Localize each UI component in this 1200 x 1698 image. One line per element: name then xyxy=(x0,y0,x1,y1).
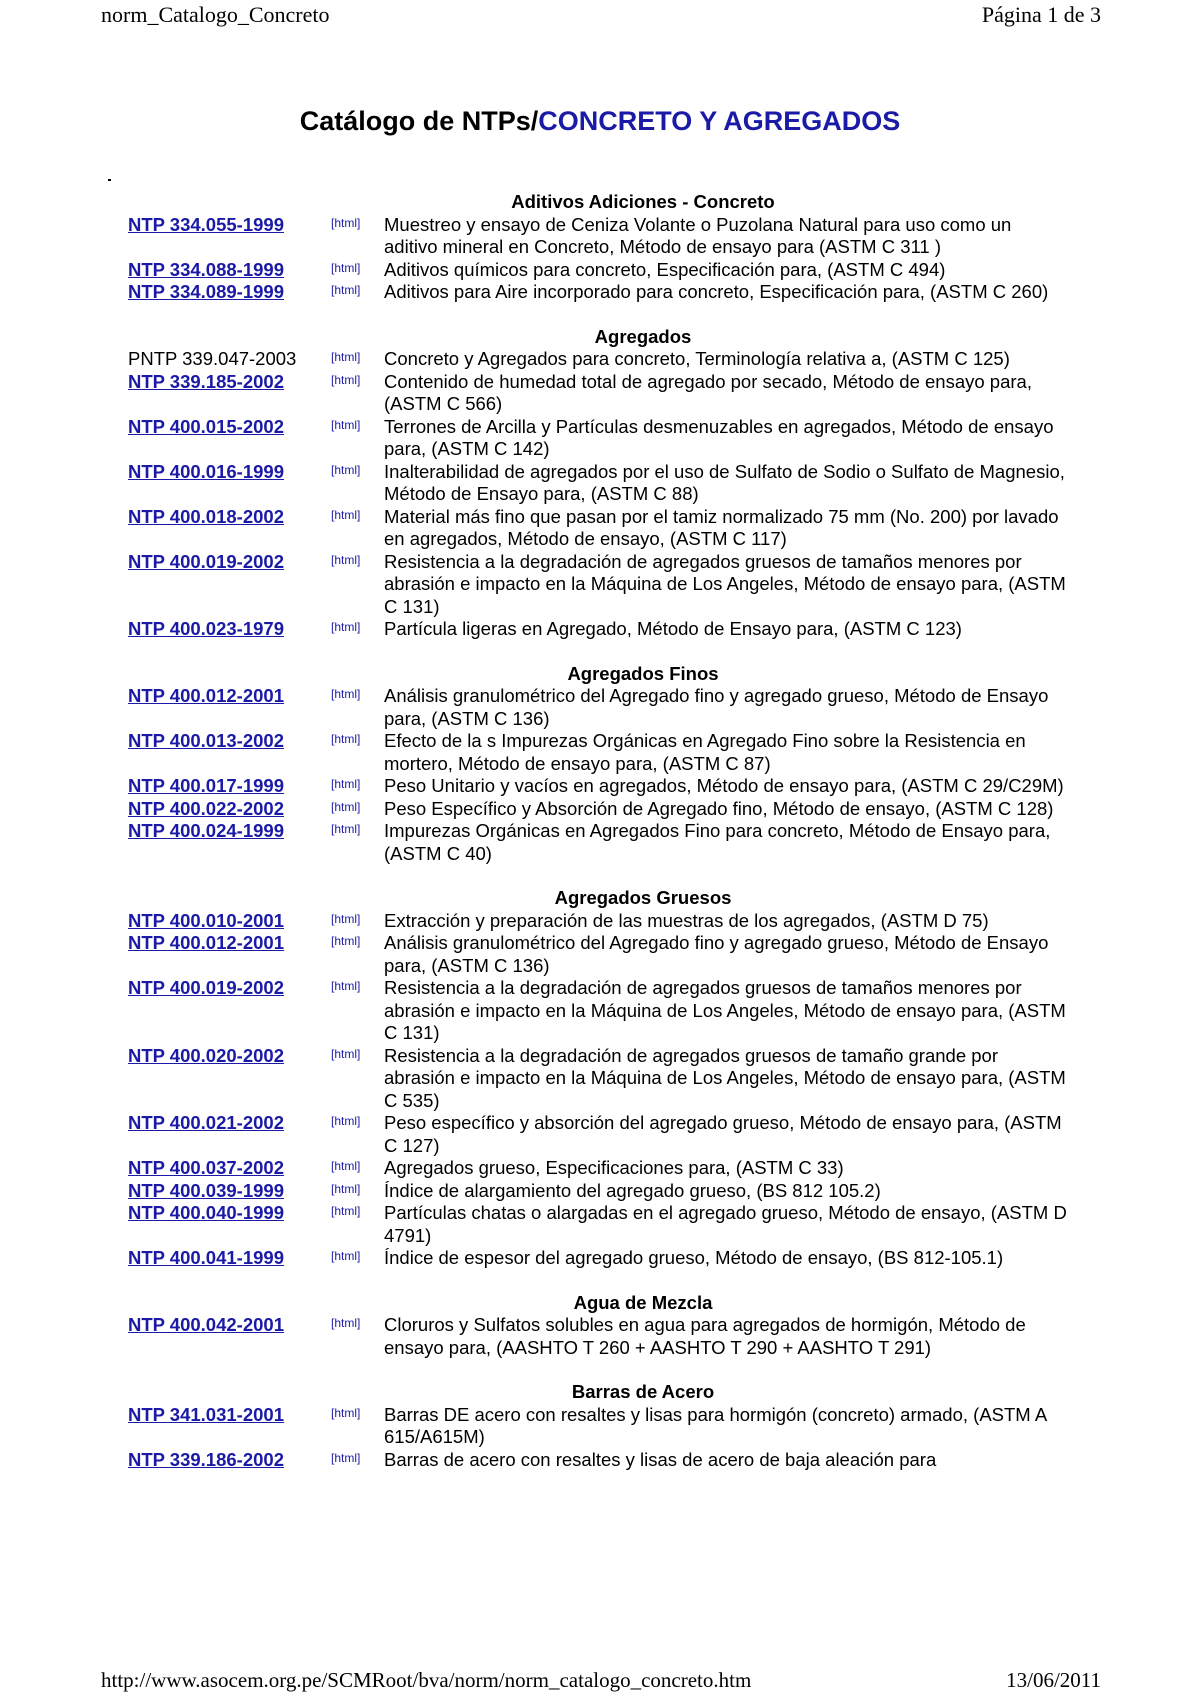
catalog-section xyxy=(128,663,1088,866)
ntp-description: Barras de acero con resaltes y lisas de acero de baja aleación para xyxy=(384,1448,937,1470)
ntp-code-link[interactable]: NTP 400.040-1999 xyxy=(128,1202,284,1223)
section-title: Agregados Gruesos xyxy=(554,887,732,908)
html-link[interactable]: [html] xyxy=(331,552,361,567)
ntp-description: Resistencia a la degradación de agregados gruesos de tamaños menores por abrasión e impacto en la Máquina de Los Angeles, Método de ensayo para, (ASTM C 131) xyxy=(384,550,1066,617)
ntp-description: Índice de alargamiento del agregado grueso, (BS 812 105.2) xyxy=(384,1179,881,1201)
catalog-row xyxy=(128,932,1088,977)
title-prefix: Catálogo de NTPs/ xyxy=(299,106,539,136)
html-link[interactable]: [html] xyxy=(331,260,361,275)
section-title: Agua de Mezcla xyxy=(573,1291,713,1313)
catalog-list xyxy=(128,191,1088,1493)
ntp-code-link[interactable]: NTP 400.042-2001 xyxy=(128,1314,284,1335)
ntp-code-link[interactable]: NTP 400.018-2002 xyxy=(128,505,284,527)
page-header-title: norm_Catalogo_Concreto xyxy=(101,2,330,27)
ntp-description: Barras DE acero con resaltes y lisas para hormigón (concreto) armado, (ASTM A 615/A615M) xyxy=(384,1403,1047,1447)
ntp-code-link[interactable]: NTP 400.023-1979 xyxy=(128,618,284,639)
ntp-code-link[interactable]: NTP 400.024-1999 xyxy=(128,820,284,841)
html-link[interactable]: [html] xyxy=(331,687,361,701)
catalog-row xyxy=(128,461,1088,506)
catalog-row xyxy=(128,551,1088,619)
ntp-code-link[interactable]: NTP 400.012-2001 xyxy=(128,932,284,953)
html-link[interactable]: [html] xyxy=(331,979,361,993)
catalog-section xyxy=(128,326,1088,641)
catalog-row xyxy=(128,214,1088,259)
html-link[interactable]: [html] xyxy=(331,1450,361,1465)
catalog-row xyxy=(128,1202,1088,1247)
catalog-row xyxy=(128,506,1088,551)
ntp-description: Peso Específico y Absorción de Agregado fino, Método de ensayo, (ASTM C 128) xyxy=(384,797,1054,819)
ntp-code-link[interactable]: NTP 339.186-2002 xyxy=(128,1448,284,1470)
title-accent: CONCRETO Y AGREGADOS xyxy=(538,106,901,136)
ntp-description: Cloruros y Sulfatos solubles en agua para agregados de hormigón, Método de ensayo para, (AASHTO T 260 + AASHTO T 290 + AASHTO T 291) xyxy=(384,1314,1026,1358)
ntp-description: Peso Unitario y vacíos en agregados, Método de ensayo para, (ASTM C 29/C29M) xyxy=(384,775,1064,796)
page-title xyxy=(0,106,1200,137)
section-title: Agregados xyxy=(594,325,692,347)
html-link[interactable]: [html] xyxy=(331,1046,361,1061)
catalog-section xyxy=(128,887,1088,1270)
html-link[interactable]: [html] xyxy=(331,934,361,948)
ntp-description: Terrones de Arcilla y Partículas desmenuzables en agregados, Método de ensayo para, (ASTM C 142) xyxy=(384,415,1054,459)
html-link[interactable]: [html] xyxy=(331,215,361,230)
html-link[interactable]: [html] xyxy=(331,1159,361,1173)
catalog-row xyxy=(128,685,1088,730)
catalog-row xyxy=(128,1247,1088,1270)
ntp-code-link[interactable]: NTP 334.055-1999 xyxy=(128,213,284,235)
ntp-code-link[interactable]: NTP 400.021-2002 xyxy=(128,1112,284,1133)
ntp-code-link[interactable]: NTP 400.017-1999 xyxy=(128,775,284,796)
print-date: 13/06/2011 xyxy=(1006,1668,1101,1692)
ntp-description: Concreto y Agregados para concreto, Terminología relativa a, (ASTM C 125) xyxy=(384,348,1010,369)
catalog-section xyxy=(128,191,1088,304)
ntp-description: Análisis granulométrico del Agregado fino y agregado grueso, Método de Ensayo para, (ASTM C 136) xyxy=(384,932,1049,976)
ntp-code-link[interactable]: NTP 334.089-1999 xyxy=(128,281,284,302)
catalog-row xyxy=(128,1180,1088,1203)
ntp-description: Extracción y preparación de las muestras de los agregados, (ASTM D 75) xyxy=(384,909,989,931)
ntp-description: Agregados grueso, Especificaciones para, (ASTM C 33) xyxy=(384,1157,844,1178)
ntp-code-link[interactable]: NTP 400.012-2001 xyxy=(128,685,284,706)
stray-dot xyxy=(108,179,111,181)
html-link[interactable]: [html] xyxy=(331,732,361,746)
ntp-code-link[interactable]: NTP 400.016-1999 xyxy=(128,460,284,482)
page-number: Página 1 de 3 xyxy=(981,2,1101,27)
html-link[interactable]: [html] xyxy=(331,620,361,634)
catalog-row xyxy=(128,1449,1088,1472)
ntp-description: Resistencia a la degradación de agregados gruesos de tamaño grande por abrasión e impacto en la Máquina de Los Angeles, Método de ensayo para, (ASTM C 535) xyxy=(384,1044,1066,1111)
catalog-row xyxy=(128,618,1088,641)
ntp-description: Impurezas Orgánicas en Agregados Fino para concreto, Método de Ensayo para, (ASTM C 40) xyxy=(384,820,1051,864)
catalog-row xyxy=(128,259,1088,282)
html-link[interactable]: [html] xyxy=(331,777,361,791)
ntp-description: Inalterabilidad de agregados por el uso de Sulfato de Sodio o Sulfato de Magnesio, Método de Ensayo para, (ASTM C 88) xyxy=(384,460,1065,504)
catalog-row xyxy=(128,1157,1088,1180)
ntp-description: Índice de espesor del agregado grueso, Método de ensayo, (BS 812-105.1) xyxy=(384,1247,1004,1268)
ntp-code-link[interactable]: NTP 400.037-2002 xyxy=(128,1157,284,1178)
ntp-code-link[interactable]: NTP 400.039-1999 xyxy=(128,1179,284,1201)
ntp-description: Partículas chatas o alargadas en el agregado grueso, Método de ensayo, (ASTM D 4791) xyxy=(384,1202,1067,1246)
catalog-section xyxy=(128,1292,1088,1360)
html-link[interactable]: [html] xyxy=(331,350,361,364)
catalog-row xyxy=(128,281,1088,304)
ntp-code-link[interactable]: NTP 400.019-2002 xyxy=(128,550,284,572)
catalog-row xyxy=(128,1314,1088,1359)
html-link[interactable]: [html] xyxy=(331,462,361,477)
catalog-row xyxy=(128,730,1088,775)
ntp-description: Contenido de humedad total de agregado por secado, Método de ensayo para, (ASTM C 566) xyxy=(384,370,1032,414)
ntp-description: Análisis granulométrico del Agregado fino y agregado grueso, Método de Ensayo para, (ASTM C 136) xyxy=(384,685,1049,729)
catalog-row xyxy=(128,775,1088,798)
ntp-description: Aditivos químicos para concreto, Especificación para, (ASTM C 494) xyxy=(384,258,946,280)
section-title: Agregados Finos xyxy=(567,662,719,684)
ntp-description: Efecto de la s Impurezas Orgánicas en Agregado Fino sobre la Resistencia en mortero, Método de ensayo para, (ASTM C 87) xyxy=(384,730,1026,774)
ntp-description: Aditivos para Aire incorporado para concreto, Especificación para, (ASTM C 260) xyxy=(384,281,1049,302)
catalog-row xyxy=(128,820,1088,865)
ntp-code-link[interactable]: NTP 400.041-1999 xyxy=(128,1247,284,1268)
html-link[interactable]: [html] xyxy=(331,507,361,522)
ntp-code-link[interactable]: NTP 341.031-2001 xyxy=(128,1403,284,1425)
html-link[interactable]: [html] xyxy=(331,417,361,432)
catalog-row xyxy=(128,798,1088,821)
ntp-code-link[interactable]: NTP 400.020-2002 xyxy=(128,1044,284,1066)
ntp-code-link[interactable]: NTP 400.022-2002 xyxy=(128,797,284,819)
ntp-description: Muestreo y ensayo de Ceniza Volante o Puzolana Natural para uso como un aditivo mineral en Concreto, Método de ensayo para (ASTM C 311 ) xyxy=(384,213,1012,257)
html-link[interactable]: [html] xyxy=(331,799,361,814)
ntp-code-link[interactable]: NTP 334.088-1999 xyxy=(128,258,284,280)
html-link[interactable]: [html] xyxy=(331,372,361,387)
html-link[interactable]: [html] xyxy=(331,1405,361,1420)
ntp-description: Resistencia a la degradación de agregados gruesos de tamaños menores por abrasión e impacto en la Máquina de Los Angeles, Método de ensayo para, (ASTM C 131) xyxy=(384,977,1066,1043)
ntp-description: Material más fino que pasan por el tamiz normalizado 75 mm (No. 200) por lavado en agregados, Método de ensayo, (ASTM C 117) xyxy=(384,505,1059,549)
ntp-description: Peso específico y absorción del agregado grueso, Método de ensayo para, (ASTM C 127) xyxy=(384,1112,1062,1156)
page-url: http://www.asocem.org.pe/SCMRoot/bva/norm/norm_catalogo_concreto.htm xyxy=(101,1668,752,1692)
catalog-row xyxy=(128,416,1088,461)
ntp-code-link[interactable]: NTP 400.019-2002 xyxy=(128,977,284,998)
section-title: Aditivos Adiciones - Concreto xyxy=(511,191,775,212)
ntp-code-link[interactable]: NTP 400.015-2002 xyxy=(128,415,284,437)
catalog-section xyxy=(128,1381,1088,1471)
catalog-row xyxy=(128,977,1088,1045)
catalog-row xyxy=(128,371,1088,416)
ntp-code-link[interactable]: NTP 400.013-2002 xyxy=(128,730,284,751)
html-link[interactable]: [html] xyxy=(331,1114,361,1128)
ntp-code-link[interactable]: NTP 339.185-2002 xyxy=(128,370,284,392)
catalog-row xyxy=(128,910,1088,933)
ntp-description: Partícula ligeras en Agregado, Método de Ensayo para, (ASTM C 123) xyxy=(384,618,962,639)
ntp-code: PNTP 339.047-2003 xyxy=(128,348,297,369)
html-link[interactable]: [html] xyxy=(331,822,361,836)
html-link[interactable]: [html] xyxy=(331,911,361,926)
html-link[interactable]: [html] xyxy=(331,1204,361,1218)
section-title: Barras de Acero xyxy=(571,1381,715,1402)
ntp-code-link[interactable]: NTP 400.010-2001 xyxy=(128,909,284,931)
catalog-row xyxy=(128,1404,1088,1449)
catalog-row xyxy=(128,1112,1088,1157)
catalog-row xyxy=(128,348,1088,371)
catalog-row xyxy=(128,1045,1088,1113)
html-link[interactable]: [html] xyxy=(331,1316,361,1330)
html-link[interactable]: [html] xyxy=(331,1249,361,1263)
html-link[interactable]: [html] xyxy=(331,1181,361,1196)
html-link[interactable]: [html] xyxy=(331,283,361,297)
